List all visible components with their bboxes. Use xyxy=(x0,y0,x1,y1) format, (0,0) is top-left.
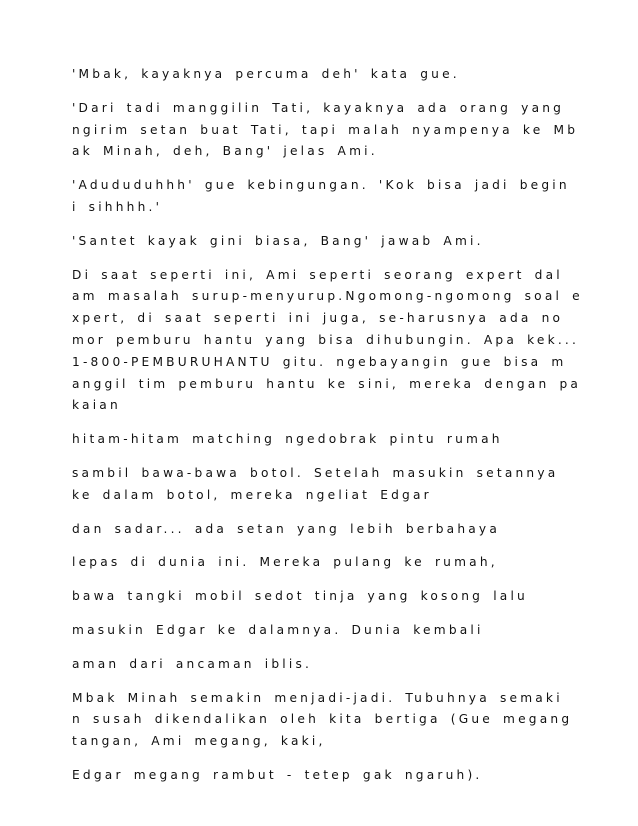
paragraph xyxy=(72,64,572,86)
paragraph xyxy=(72,620,572,642)
text-line: 'Santet kayak gini biasa, Bang' jawab Ami. xyxy=(72,233,484,248)
text-line: anggil tim pemburu hantu ke sini, mereka dengan pa xyxy=(72,376,582,391)
paragraph xyxy=(72,519,572,541)
text-line: Edgar megang rambut - tetep gak ngaruh). xyxy=(72,767,483,782)
text-line: tangan, Ami megang, kaki, xyxy=(72,734,326,749)
document-body xyxy=(72,64,583,799)
text-line: masukin Edgar ke dalamnya. Dunia kembali xyxy=(72,622,484,637)
text-line: aman dari ancaman iblis. xyxy=(72,656,313,671)
text-line: am masalah surup-menyurup.Ngomong-ngomong soal e xyxy=(72,289,583,304)
paragraph xyxy=(72,688,572,753)
text-line: Mbak Minah semakin menjadi-jadi. Tubuhnya semaki xyxy=(72,690,563,705)
text-line: hitam-hitam matching ngedobrak pintu rumah xyxy=(72,432,503,447)
text-line: kaian xyxy=(72,398,121,413)
text-line: bawa tangki mobil sedot tinja yang kosong lalu xyxy=(72,589,528,604)
paragraph xyxy=(72,429,572,451)
text-line: 1-800-PEMBURUHANTU gitu. ngebayangin gue bisa m xyxy=(72,354,567,369)
text-line: dan sadar... ada setan yang lebih berbahaya xyxy=(72,521,500,536)
text-line: sambil bawa-bawa botol. Setelah masukin setannya xyxy=(72,465,559,480)
text-line: lepas di dunia ini. Mereka pulang ke rumah, xyxy=(72,555,498,570)
text-line: 'Adududuhhh' gue kebingungan. 'Kok bisa jadi begin xyxy=(72,178,570,193)
text-line: 'Mbak, kayaknya percuma deh' kata gue. xyxy=(72,67,460,81)
paragraph xyxy=(72,231,572,253)
text-line: 'Dari tadi manggilin Tati, kayaknya ada orang yang xyxy=(72,100,565,115)
text-line: ngirim setan buat Tati, tapi malah nyampenya ke Mb xyxy=(72,122,579,137)
paragraph xyxy=(72,586,572,608)
text-line: Di saat seperti ini, Ami seperti seorang expert dal xyxy=(72,267,563,282)
text-line: ak Minah, deh, Bang' jelas Ami. xyxy=(72,144,378,159)
text-line: i sihhhh.' xyxy=(72,199,163,214)
paragraph xyxy=(72,552,572,574)
text-line: mor pemburu hantu yang bisa dihubungin. Apa kek... xyxy=(72,332,580,347)
paragraph xyxy=(72,463,572,507)
paragraph xyxy=(72,765,572,787)
paragraph xyxy=(72,98,579,163)
text-line: n susah dikendalikan oleh kita bertiga (Gue megang xyxy=(72,712,573,727)
paragraph xyxy=(72,175,572,219)
paragraph xyxy=(72,654,572,676)
text-line: ke dalam botol, mereka ngeliat Edgar xyxy=(72,487,432,502)
text-line: xpert, di saat seperti ini juga, se-harusnya ada no xyxy=(72,311,564,326)
paragraph xyxy=(72,265,583,418)
